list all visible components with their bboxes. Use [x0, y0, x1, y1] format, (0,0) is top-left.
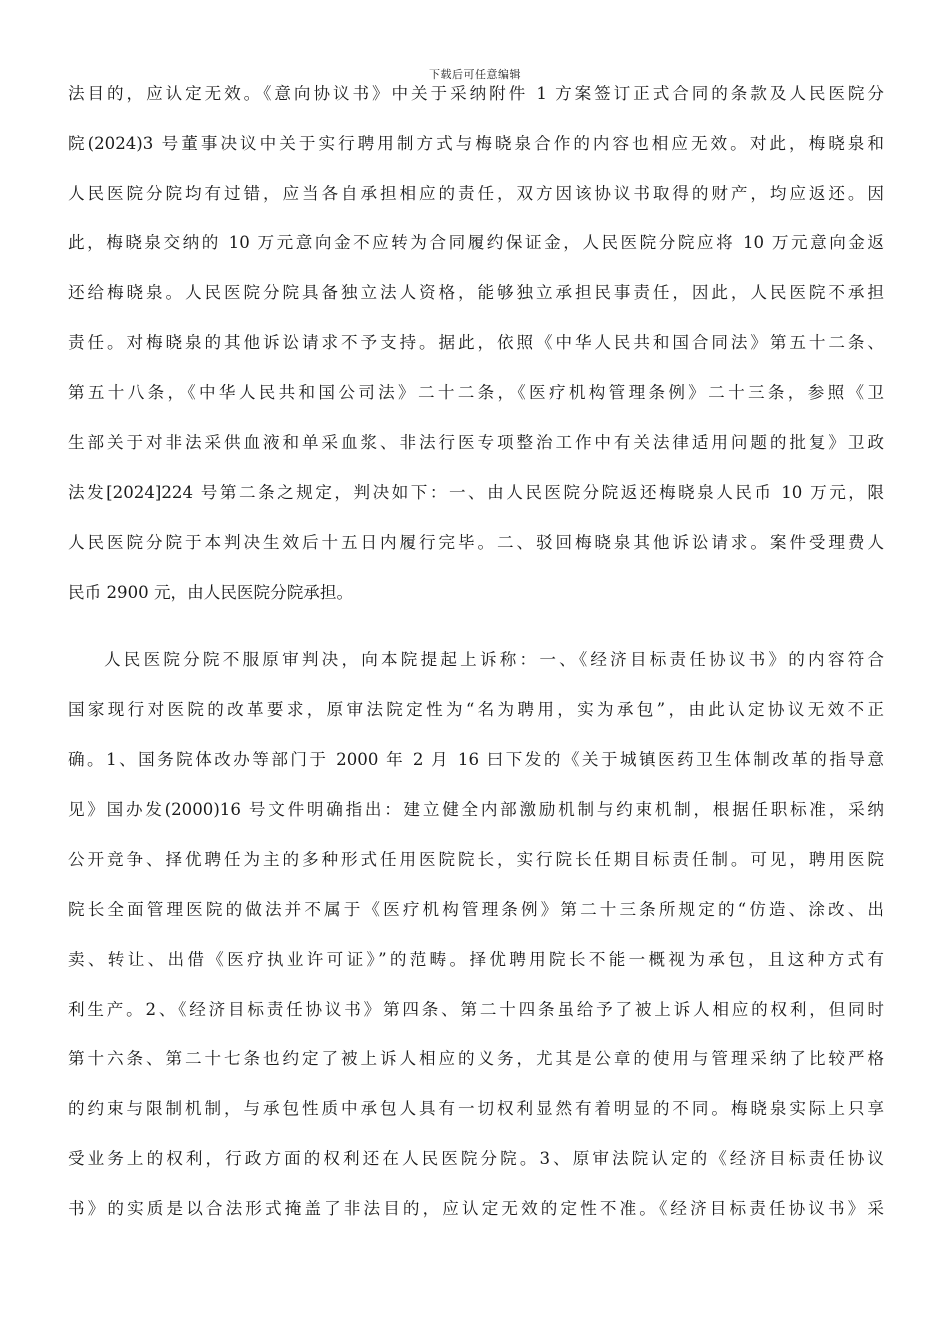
paragraph-line: 的约束与限制机制，与承包性质中承包人具有一切权利显然有着明显的不同。梅晓泉实际上只享 [68, 1099, 884, 1118]
paragraph-line: 院(2024)3 号董事决议中关于实行聘用制方式与梅晓泉合作的内容也相应无效。对此，梅晓泉和 [68, 134, 884, 153]
paragraph-line: 受业务上的权利，行政方面的权利还在人民医院分院。3、原审法院认定的《经济目标责任协议 [68, 1149, 884, 1168]
paragraph-line: 卖、转让、出借《医疗执业许可证》”的范畴。择优聘用院长不能一概视为承包，且这种方式有 [68, 950, 884, 969]
paragraph-line: 公开竞争、择优聘任为主的多种形式任用医院院长，实行院长任期目标责任制。可见，聘用医院 [68, 850, 884, 869]
paragraph-line: 民币 2900 元，由人民医院分院承担。 [68, 583, 354, 602]
paragraph-line: 书》的实质是以合法形式掩盖了非法目的，应认定无效的定性不准。《经济目标责任协议书》采 [68, 1199, 884, 1218]
paragraph-line: 利生产。2、《经济目标责任协议书》第四条、第二十四条虽给予了被上诉人相应的权利，但同时 [68, 1000, 884, 1019]
paragraph-line: 第十六条、第二十七条也约定了被上诉人相应的义务，尤其是公章的使用与管理采纳了比较严格 [68, 1049, 884, 1068]
paragraph-line: 生部关于对非法采供血液和单采血浆、非法行医专项整治工作中有关法律适用问题的批复》卫政 [68, 433, 884, 452]
paragraph-line: 此，梅晓泉交纳的 10 万元意向金不应转为合同履约保证金，人民医院分院应将 10 万元意向金返 [68, 233, 884, 252]
paragraph-line: 还给梅晓泉。人民医院分院具备独立法人资格，能够独立承担民事责任，因此，人民医院不承担 [68, 283, 884, 302]
paragraph-line: 人民医院分院于本判决生效后十五日内履行完毕。二、驳回梅晓泉其他诉讼请求。案件受理费人 [68, 533, 884, 552]
paragraph-line: 第五十八条，《中华人民共和国公司法》二十二条，《医疗机构管理条例》二十三条，参照《卫 [68, 383, 884, 402]
paragraph-line: 人民医院分院均有过错，应当各自承担相应的责任，双方因该协议书取得的财产，均应返还。因 [68, 184, 884, 203]
paragraph-line: 法目的，应认定无效。《意向协议书》中关于采纳附件 1 方案签订正式合同的条款及人民医院分 [68, 84, 884, 103]
paragraph-line: 确。1、国务院体改办等部门于 2000 年 2 月 16 曰下发的《关于城镇医药卫生体制改革的指导意 [68, 750, 884, 769]
paragraph-line: 见》国办发(2000)16 号文件明确指出：建立健全内部激励机制与约束机制，根据任职标准，采纳 [68, 800, 884, 819]
header-note: 下载后可任意编辑 [429, 68, 521, 81]
paragraph-line: 院长全面管理医院的做法并不属于《医疗机构管理条例》第二十三条所规定的“仿造、涂改、出 [68, 900, 884, 919]
paragraph-line: 法发[2024]224 号第二条之规定，判决如下：一、由人民医院分院返还梅晓泉人民币 10 万元，限 [68, 483, 884, 502]
paragraph-line: 人民医院分院不服原审判决，向本院提起上诉称：一、《经济目标责任协议书》的内容符合 [104, 650, 884, 669]
paragraph-line: 责任。对梅晓泉的其他诉讼请求不予支持。据此，依照《中华人民共和国合同法》第五十二条、 [68, 333, 884, 352]
paragraph-line: 国家现行对医院的改革要求，原审法院定性为“名为聘用，实为承包”，由此认定协议无效不正 [68, 700, 884, 719]
